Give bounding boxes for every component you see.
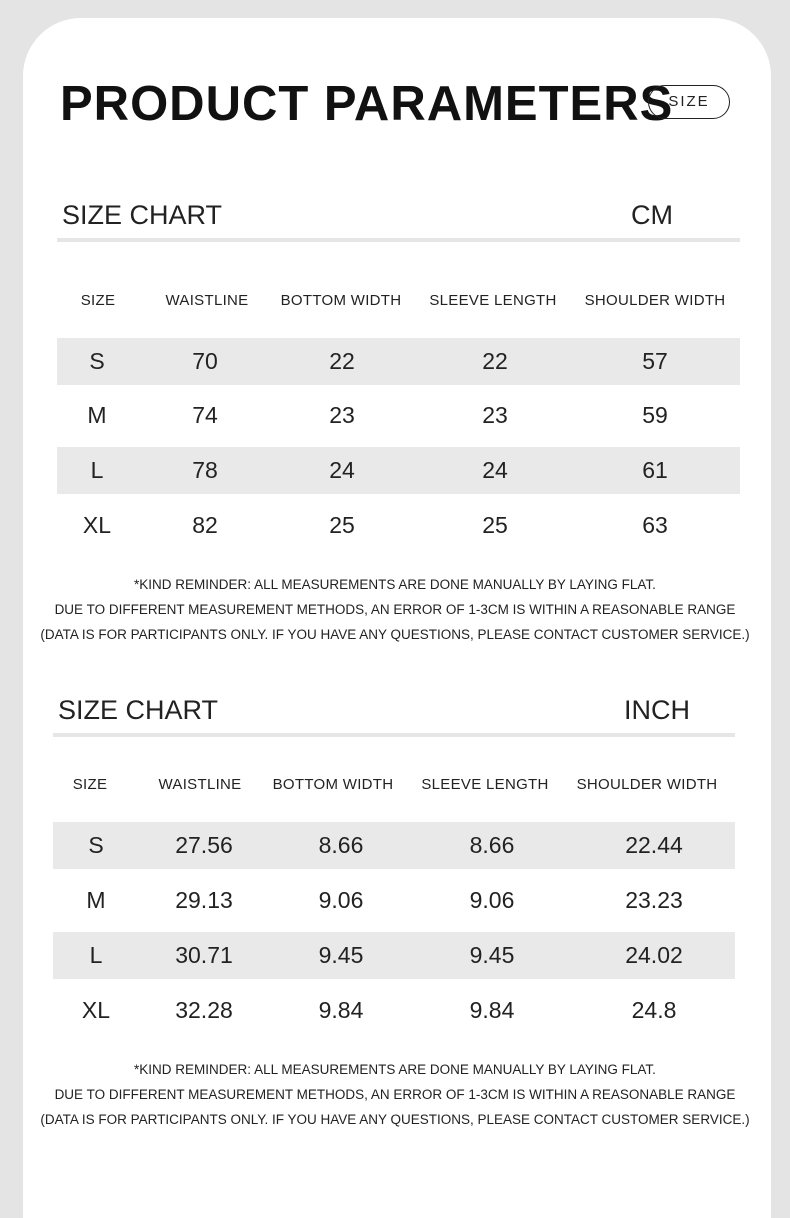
unit-label: INCH — [624, 695, 690, 725]
table-cell: 78 — [192, 457, 218, 483]
table-cell: 30.71 — [175, 942, 233, 968]
table-cell: 82 — [192, 512, 218, 538]
column-header: SLEEVE LENGTH — [421, 776, 549, 793]
table-cell: M — [87, 402, 107, 428]
column-header: SIZE — [80, 292, 116, 309]
table-row — [53, 877, 735, 924]
column-header: SIZE — [72, 776, 108, 793]
table-cell: 9.84 — [318, 997, 364, 1023]
reminder-note: (DATA IS FOR PARTICIPANTS ONLY. IF YOU HAVE ANY QUESTIONS, PLEASE CONTACT CUSTOMER SERVICE.) — [40, 1112, 750, 1127]
table-cell: 29.13 — [175, 887, 233, 913]
table-cell: 8.66 — [318, 832, 364, 858]
table-cell: 24.02 — [625, 942, 683, 968]
table-cell: 24.8 — [631, 997, 677, 1023]
unit-label: CM — [631, 200, 673, 230]
section-divider — [53, 733, 735, 737]
table-cell: 27.56 — [175, 832, 233, 858]
table-row — [53, 932, 735, 979]
column-header: SHOULDER WIDTH — [576, 776, 718, 793]
table-cell: M — [86, 887, 106, 913]
table-cell: XL — [82, 512, 112, 538]
table-row — [53, 987, 735, 1034]
table-cell: 70 — [192, 348, 218, 374]
table-cell: 9.84 — [469, 997, 515, 1023]
column-header: WAISTLINE — [165, 292, 249, 309]
table-cell: L — [89, 942, 103, 968]
table-cell: 9.06 — [318, 887, 364, 913]
table-cell: 24 — [482, 457, 508, 483]
table-cell: 74 — [192, 402, 218, 428]
table-cell: 57 — [642, 348, 668, 374]
table-cell: 32.28 — [175, 997, 233, 1023]
table-cell: 61 — [642, 457, 668, 483]
table-cell: 23.23 — [625, 887, 683, 913]
reminder-note: DUE TO DIFFERENT MEASUREMENT METHODS, AN ERROR OF 1-3CM IS WITHIN A REASONABLE RANGE — [54, 602, 736, 617]
column-header: WAISTLINE — [158, 776, 242, 793]
table-cell: 22 — [329, 348, 355, 374]
table-row — [53, 822, 735, 869]
table-cell: 23 — [329, 402, 355, 428]
column-header: BOTTOM WIDTH — [272, 776, 394, 793]
column-header: BOTTOM WIDTH — [280, 292, 402, 309]
page-title: PRODUCT PARAMETERS — [60, 77, 674, 131]
table-cell: XL — [81, 997, 111, 1023]
table-cell: 59 — [642, 402, 668, 428]
table-row — [57, 502, 740, 549]
reminder-note: *KIND REMINDER: ALL MEASUREMENTS ARE DONE MANUALLY BY LAYING FLAT. — [134, 577, 656, 592]
table-cell: 9.45 — [469, 942, 515, 968]
table-cell: 24 — [329, 457, 355, 483]
section-title: SIZE CHART — [62, 200, 223, 230]
table-cell: 63 — [642, 512, 668, 538]
section-title: SIZE CHART — [58, 695, 219, 725]
column-header: SHOULDER WIDTH — [584, 292, 726, 309]
table-cell: 8.66 — [469, 832, 515, 858]
column-header: SLEEVE LENGTH — [429, 292, 557, 309]
size-badge: SIZE — [648, 85, 730, 119]
table-cell: L — [90, 457, 104, 483]
reminder-note: (DATA IS FOR PARTICIPANTS ONLY. IF YOU HAVE ANY QUESTIONS, PLEASE CONTACT CUSTOMER SERVICE.) — [40, 627, 750, 642]
table-cell: S — [88, 832, 104, 858]
reminder-note: *KIND REMINDER: ALL MEASUREMENTS ARE DONE MANUALLY BY LAYING FLAT. — [134, 1062, 656, 1077]
table-cell: 25 — [482, 512, 508, 538]
table-cell: S — [89, 348, 105, 374]
table-cell: 25 — [329, 512, 355, 538]
table-cell: 22 — [482, 348, 508, 374]
table-cell: 9.45 — [318, 942, 364, 968]
reminder-note: DUE TO DIFFERENT MEASUREMENT METHODS, AN ERROR OF 1-3CM IS WITHIN A REASONABLE RANGE — [54, 1087, 736, 1102]
table-cell: 22.44 — [625, 832, 683, 858]
table-cell: 9.06 — [469, 887, 515, 913]
table-cell: 23 — [482, 402, 508, 428]
